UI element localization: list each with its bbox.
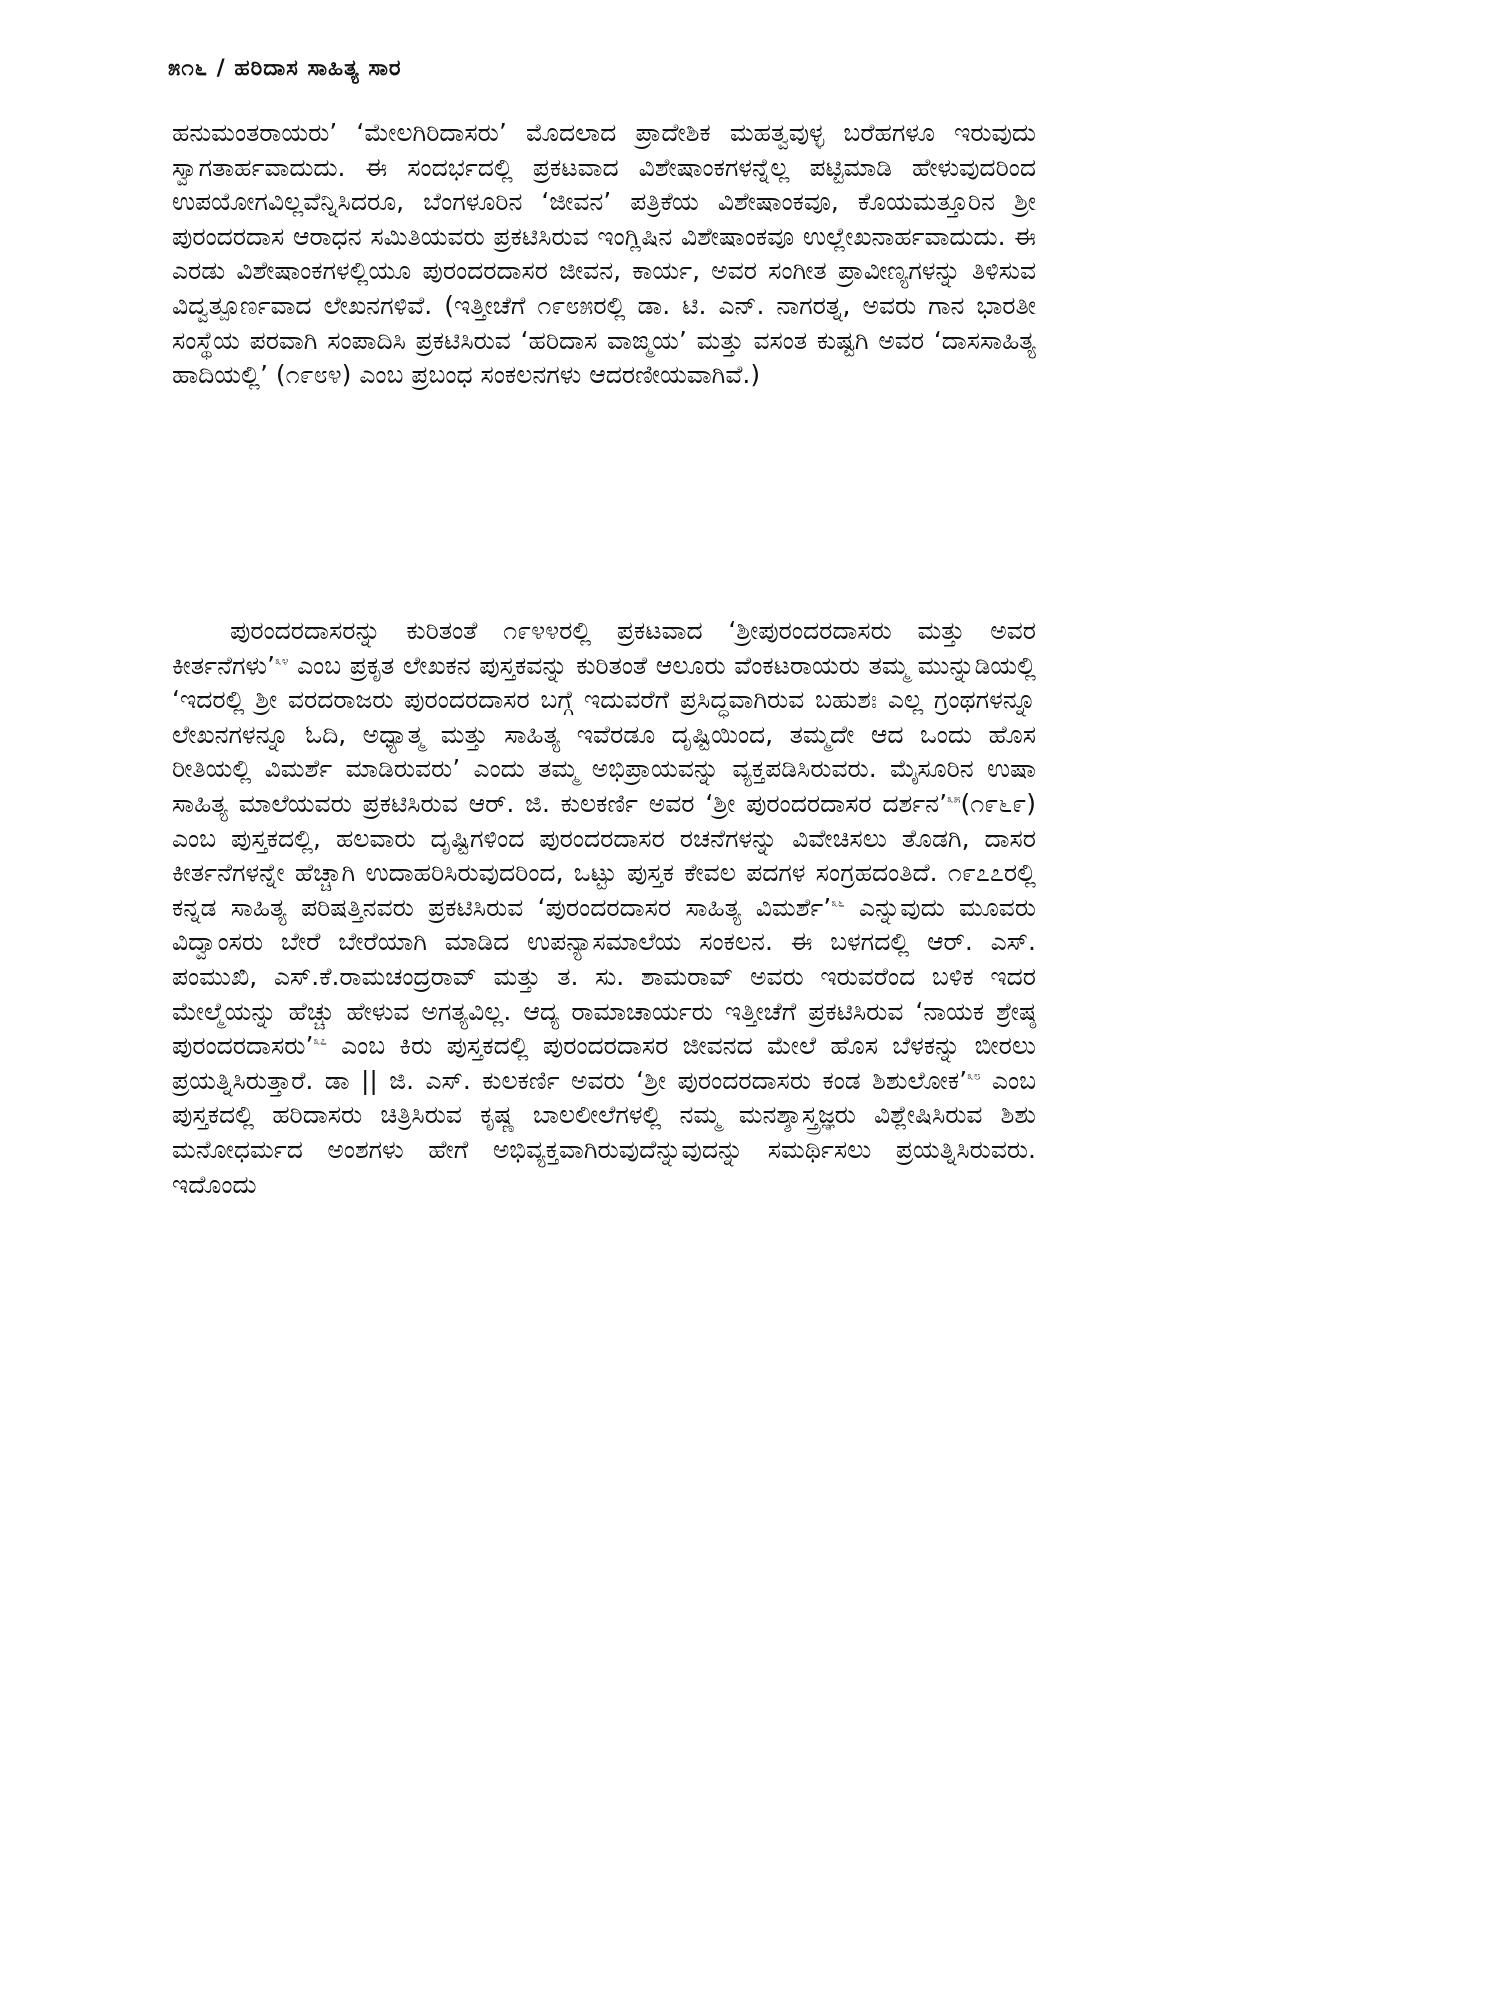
paragraph-2-segment: ಪುರಂದರದಾಸರನ್ನು ಕುರಿತಂತೆ ೧೯೪೪ರಲ್ಲಿ ಪ್ರಕಟವಾದ ‘ಶ್ರೀಪುರಂದರದಾಸರು ಮತ್ತು ಅವರ ಕೀರ್ತನೆಗಳು’ (172, 616, 1036, 680)
footnote-ref-37: ೩೭ (313, 1033, 327, 1048)
running-header: ೫೧೬ / ಹರಿದಾಸ ಸಾಹಿತ್ಯ ಸಾರ (168, 56, 402, 81)
footnote-ref-38: ೩೮ (967, 1068, 981, 1083)
page-number: ೫೧೬ (168, 56, 208, 81)
paragraph-2-segment: ಎಂಬ ಪ್ರಕೃತ ಲೇಖಕನ ಪುಸ್ತಕವನ್ನು ಕುರಿತಂತೆ ಆಲೂರು ವೆಂಕಟರಾಯರು ತಮ್ಮ ಮುನ್ನುಡಿಯಲ್ಲಿ ‘ಇದರಲ್ಲಿ ಶ್ರೀ ವರದರಾಜರು ಪುರಂದರದಾಸರ ಬಗ್ಗೆ ಇದುವರೆಗೆ ಪ್ರಸಿದ್ಧವಾಗಿರುವ ಬಹುಶಃ ಎಲ್ಲ ಗ್ರಂಥಗಳನ್ನೂ ಲೇಖನಗಳನ್ನೂ ಓದಿ, ಅಧ್ಯಾತ್ಮ ಮತ್ತು ಸಾಹಿತ್ಯ ಇವೆರಡೂ ದೃಷ್ಟಿಯಿಂದ, ತಮ್ಮದೇ ಆದ ಒಂದು ಹೊಸ ರೀತಿಯಲ್ಲಿ ವಿಮರ್ಶೆ ಮಾಡಿರುವರು’ ಎಂದು ತಮ್ಮ ಅಭಿಪ್ರಾಯವನ್ನು ವ್ಯಕ್ತಪಡಿಸಿರುವರು. ಮೈಸೂರಿನ ಉಷಾ ಸಾಹಿತ್ಯ ಮಾಲೆಯವರು ಪ್ರಕಟಿಸಿರುವ ಆರ್. ಜಿ. ಕುಲಕರ್ಣಿ ಅವರ ‘ಶ್ರೀ ಪುರಂದರದಾಸರ ದರ್ಶನ’ (172, 650, 1036, 818)
footnote-ref-34: ೩೪ (275, 653, 289, 668)
paragraph-2-segment: ಎಂಬ ಪುಸ್ತಕದಲ್ಲಿ ಹರಿದಾಸರು ಚಿತ್ರಿಸಿರುವ ಕೃಷ್ಣ ಬಾಲಲೀಲೆಗಳಲ್ಲಿ ನಮ್ಮ ಮನಶ್ಶಾಸ್ತ್ರಜ್ಞರು ವಿಶ್ಲೇಷಿಸಿರುವ ಶಿಶು ಮನೋಧರ್ಮದ ಅಂಶಗಳು ಹೇಗೆ ಅಭಿವ್ಯಕ್ತವಾಗಿರುವುದೆನ್ನುವುದನ್ನು ಸಮರ್ಥಿಸಲು ಪ್ರಯತ್ನಿಸಿರುವರು. ಇದೊಂದು (172, 1065, 1036, 1199)
paragraph-1: ಹನುಮಂತರಾಯರು’ ‘ಮೇಲಗಿರಿದಾಸರು’ ಮೊದಲಾದ ಪ್ರಾದೇಶಿಕ ಮಹತ್ವವುಳ್ಳ ಬರೆಹಗಳೂ ಇರುವುದು ಸ್ವಾಗತಾರ್ಹವಾದುದು. ಈ ಸಂದರ್ಭದಲ್ಲಿ ಪ್ರಕಟವಾದ ವಿಶೇಷಾಂಕಗಳನ್ನೆಲ್ಲ ಪಟ್ಟಿಮಾಡಿ ಹೇಳುವುದರಿಂದ ಉಪಯೋಗವಿಲ್ಲವೆನ್ನಿಸಿದರೂ, ಬೆಂಗಳೂರಿನ ‘ಜೀವನ’ ಪತ್ರಿಕೆಯ ವಿಶೇಷಾಂಕವೂ, ಕೊಯಮತ್ತೂರಿನ ಶ್ರೀ ಪುರಂದರದಾಸ ಆರಾಧನ ಸಮಿತಿಯವರು ಪ್ರಕಟಿಸಿರುವ ಇಂಗ್ಲಿಷಿನ ವಿಶೇಷಾಂಕವೂ ಉಲ್ಲೇಖನಾರ್ಹವಾದುದು. ಈ ಎರಡು ವಿಶೇಷಾಂಕಗಳಲ್ಲಿಯೂ ಪುರಂದರದಾಸರ ಜೀವನ, ಕಾರ್ಯ, ಅವರ ಸಂಗೀತ ಪ್ರಾವೀಣ್ಯಗಳನ್ನು ತಿಳಿಸುವ ವಿದ್ವತ್ಪೂರ್ಣವಾದ ಲೇಖನಗಳಿವೆ. (ಇತ್ತೀಚೆಗೆ ೧೯೮೫ರಲ್ಲಿ ಡಾ. ಟಿ. ಎನ್. ನಾಗರತ್ನ, ಅವರು ಗಾನ ಭಾರತೀ ಸಂಸ್ಥೆಯ ಪರವಾಗಿ ಸಂಪಾದಿಸಿ ಪ್ರಕಟಿಸಿರುವ ‘ಹರಿದಾಸ ವಾಙ್ಮಯ’ ಮತ್ತು ವಸಂತ ಕುಷ್ಟಗಿ ಅವರ ‘ದಾಸಸಾಹಿತ್ಯ ಹಾದಿಯಲ್ಲಿ’ (೧೯೮೪) ಎಂಬ ಪ್ರಬಂಧ ಸಂಕಲನಗಳು ಆದರಣೀಯವಾಗಿವೆ.) (172, 118, 1036, 390)
paragraph-2-segment: ಎಂಬ ಕಿರು ಪುಸ್ತಕದಲ್ಲಿ ಪುರಂದರದಾಸರ ಜೀವನದ ಮೇಲೆ ಹೊಸ ಬೆಳಕನ್ನು ಬೀರಲು ಪ್ರಯತ್ನಿಸಿರುತ್ತಾರೆ. ಡಾ || ಜಿ. ಎಸ್. ಕುಲಕರ್ಣಿ ಅವರು ‘ಶ್ರೀ ಪುರಂದರದಾಸರು ಕಂಡ ಶಿಶುಲೋಕ’ (172, 1031, 1036, 1095)
footnote-ref-35: ೩೫ (947, 791, 961, 806)
paragraph-2-segment: ಎನ್ನುವುದು ಮೂವರು ವಿದ್ವಾಂಸರು ಬೇರೆ ಬೇರೆಯಾಗಿ ಮಾಡಿದ ಉಪನ್ಯಾಸಮಾಲೆಯ ಸಂಕಲನ. ಈ ಬಳಗದಲ್ಲಿ ಆರ್. ಎಸ್. ಪಂಮುಖಿ, ಎಸ್.ಕೆ.ರಾಮಚಂದ್ರರಾವ್ ಮತ್ತು ತ. ಸು. ಶಾಮರಾವ್ ಅವರು ಇರುವರೆಂದ ಬಳಿಕ ಇದರ ಮೇಲ್ಮೆಯನ್ನು ಹೆಚ್ಚು ಹೇಳುವ ಅಗತ್ಯವಿಲ್ಲ. ಆದ್ಯ ರಾಮಾಚಾರ್ಯರು ಇತ್ತೀಚೆಗೆ ಪ್ರಕಟಿಸಿರುವ ‘ನಾಯಕ ಶ್ರೇಷ್ಠ ಪುರಂದರದಾಸರು’ (172, 892, 1036, 1061)
paragraph-2-segment: (೧೯೬೯) ಎಂಬ ಪುಸ್ತಕದಲ್ಲಿ, ಹಲವಾರು ದೃಷ್ಟಿಗಳಿಂದ ಪುರಂದರದಾಸರ ರಚನೆಗಳನ್ನು ವಿವೇಚಿಸಲು ತೊಡಗಿ, ದಾಸರ ಕೀರ್ತನೆಗಳನ್ನೇ ಹೆಚ್ಚಾಗಿ ಉದಾಹರಿಸಿರುವುದರಿಂದ, ಒಟ್ಟು ಪುಸ್ತಕ ಕೇವಲ ಪದಗಳ ಸಂಗ್ರಹದಂತಿದೆ. ೧೯೭೭ರಲ್ಲಿ ಕನ್ನಡ ಸಾಹಿತ್ಯ ಪರಿಷತ್ತಿನವರು ಪ್ರಕಟಿಸಿರುವ ‘ಪುರಂದರದಾಸರ ಸಾಹಿತ್ಯ ವಿಮರ್ಶೆ’ (172, 788, 1036, 922)
footnote-ref-36: ೩೬ (831, 895, 845, 910)
paragraph-2 (172, 614, 1036, 1202)
book-title: ಹರಿದಾಸ ಸಾಹಿತ್ಯ ಸಾರ (234, 56, 402, 81)
